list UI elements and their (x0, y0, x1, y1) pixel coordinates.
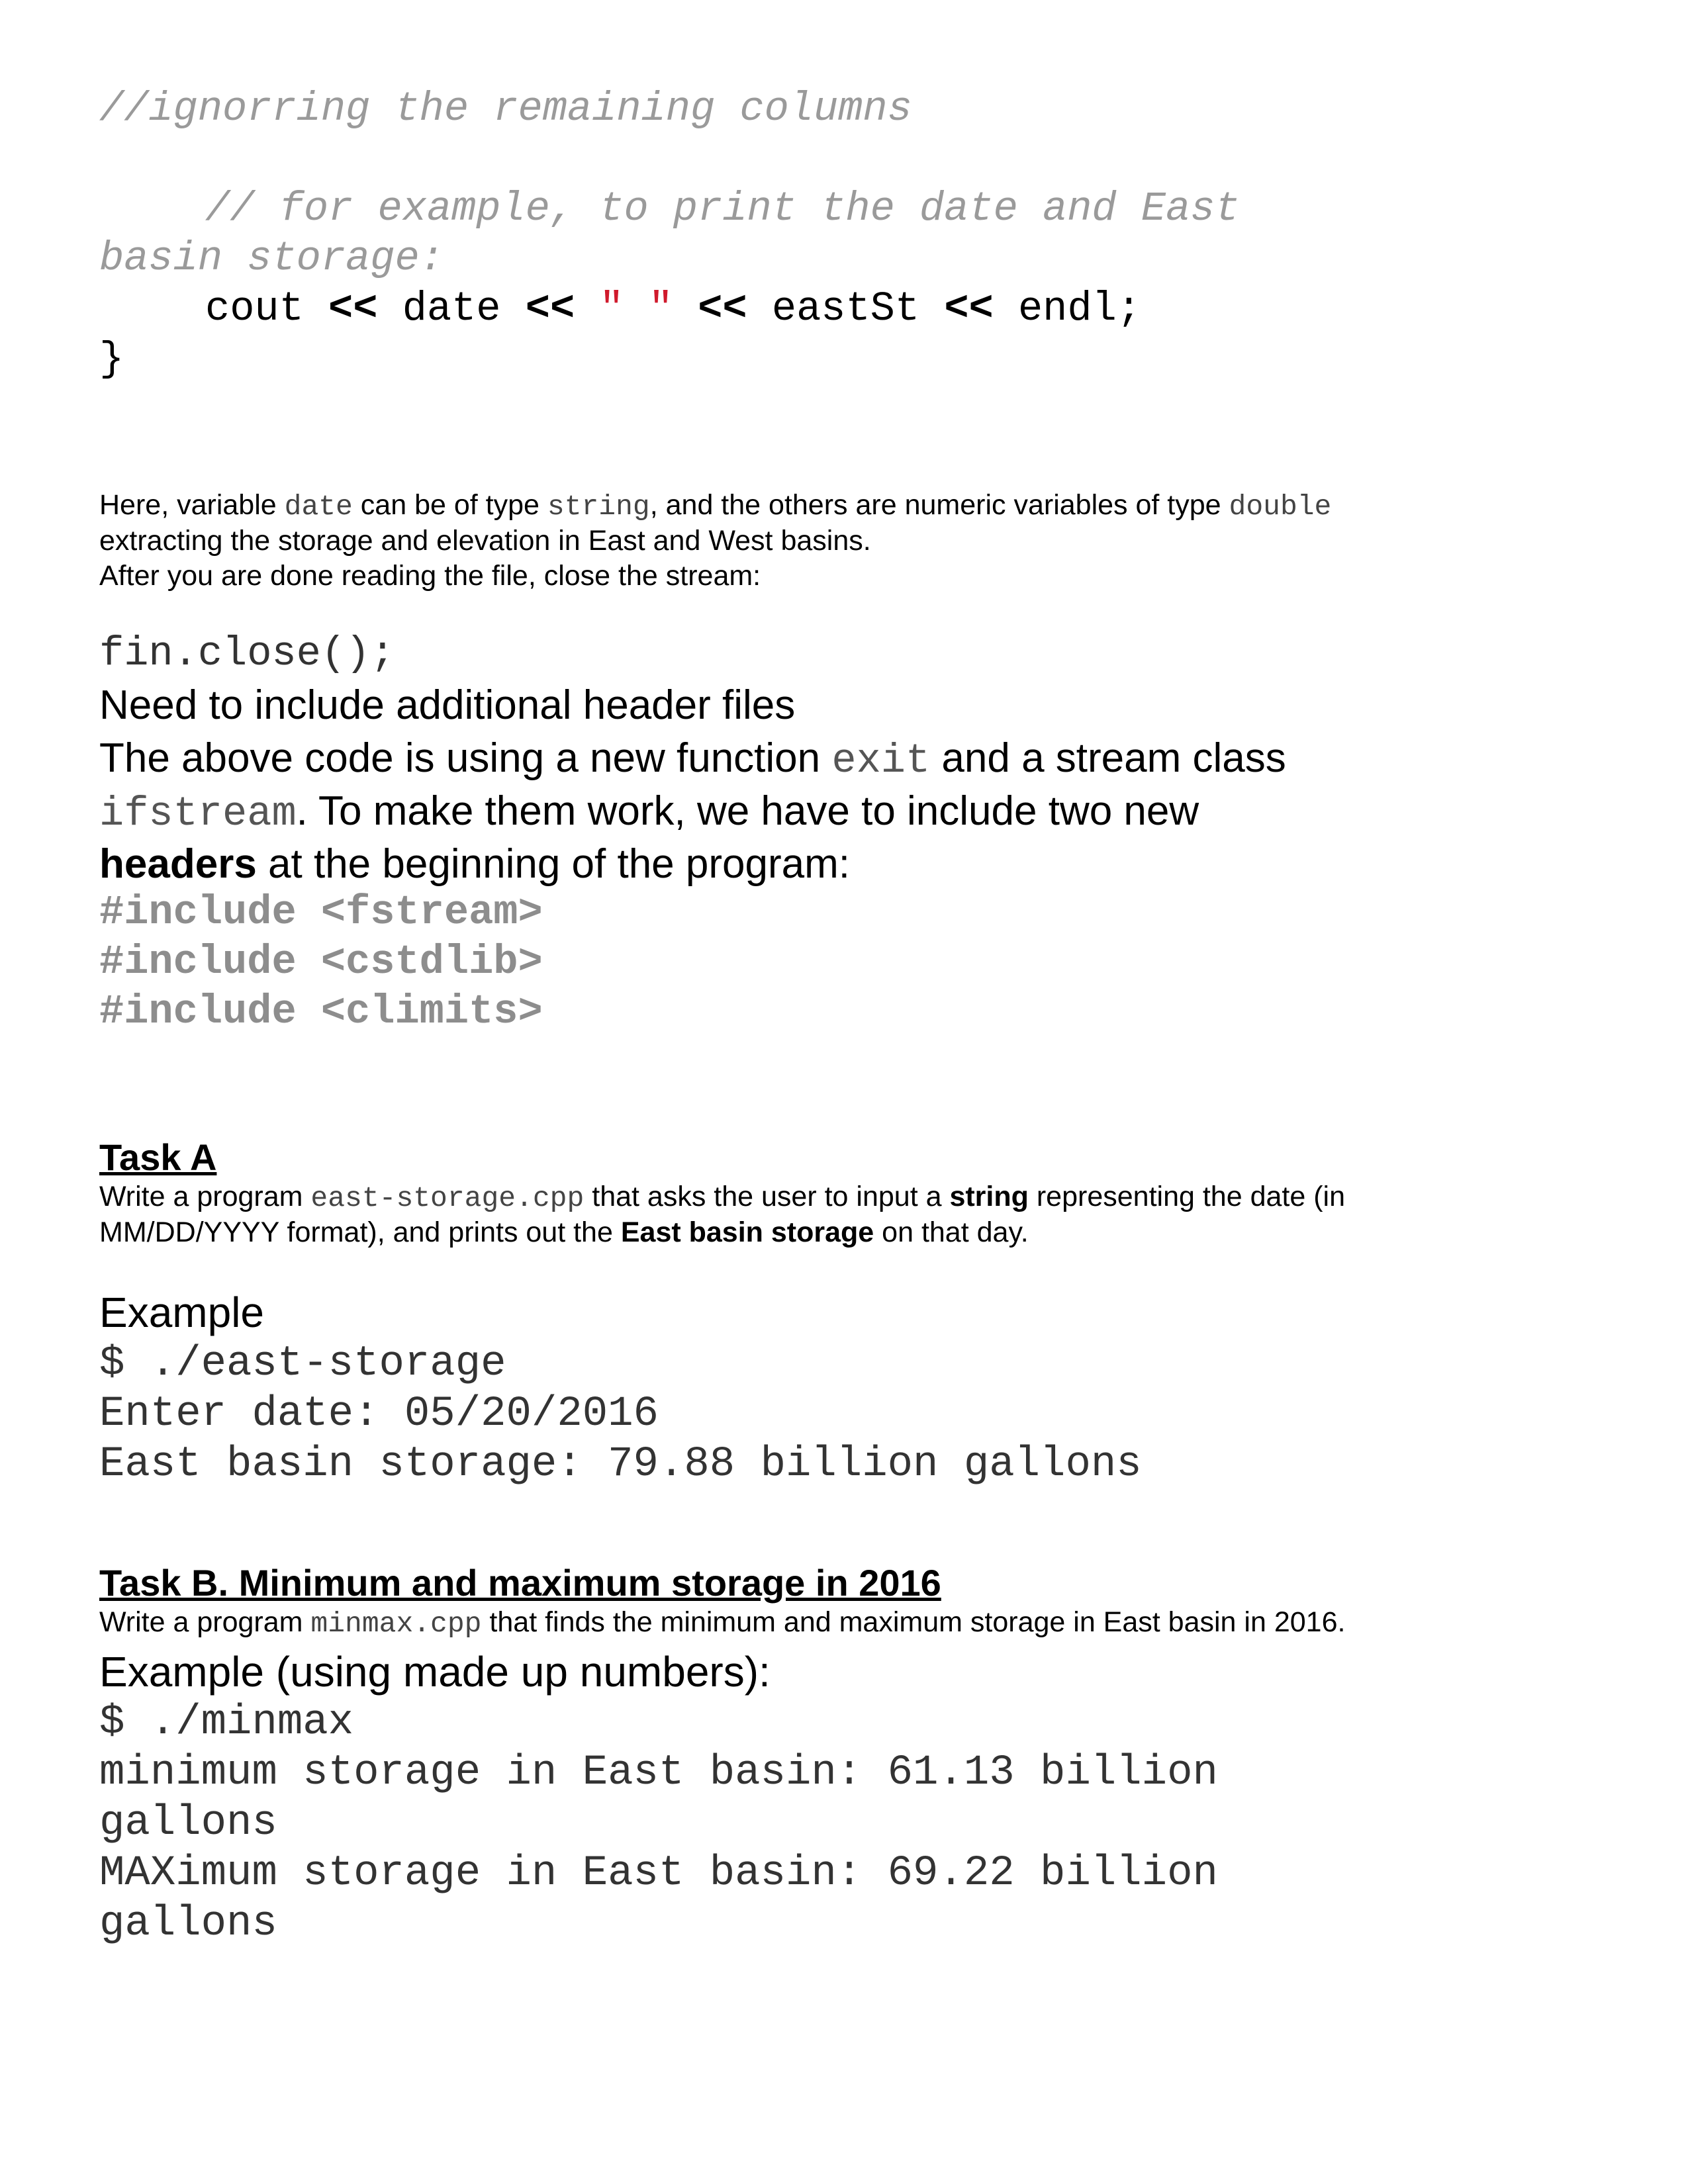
para-extracting-storage: extracting the storage and elevation in East and West basins. (99, 525, 871, 557)
inline-code-date: date (284, 490, 353, 523)
code-eastst-var: eastSt (771, 285, 920, 332)
inline-code-ifstream: ifstream (99, 790, 297, 837)
code-comment-example-line1: // for example, to print the date and East (205, 185, 1240, 232)
para-close-stream: After you are done reading the file, close the stream: (99, 560, 761, 592)
inline-code-east-storage-cpp: east-storage.cpp (310, 1182, 585, 1214)
task-a-example-line2: Enter date: 05/20/2016 (99, 1390, 659, 1438)
task-a-bold-string: string (949, 1181, 1029, 1212)
code-stream-operator: << (944, 285, 994, 332)
code-endl-keyword: endl; (1017, 285, 1141, 332)
code-date-var: date (402, 285, 501, 332)
headers-para-line3: headers at the beginning of the program: (99, 841, 850, 887)
headers-para-line1: The above code is using a new function exit and a stream class (99, 735, 1286, 784)
code-cout-keyword: cout (205, 285, 304, 332)
task-b-example-line4: MAXimum storage in East basin: 69.22 billion (99, 1850, 1218, 1897)
task-b-example-line5: gallons (99, 1900, 277, 1948)
code-comment-ignoring: //ignorring the remaining columns (99, 85, 912, 132)
task-b-desc: Write a program minmax.cpp that finds the minimum and maximum storage in East basin in 2016. (99, 1606, 1346, 1640)
inline-code-string: string (547, 490, 650, 523)
include-cstdlib: #include <cstdlib> (99, 938, 543, 985)
headers-section-title: Need to include additional header files (99, 682, 796, 728)
code-space-literal: " " (599, 285, 673, 332)
code-fin-close: fin.close(); (99, 630, 395, 677)
code-stream-operator: << (698, 285, 747, 332)
include-climits: #include <climits> (99, 988, 543, 1035)
task-a-desc-line1: Write a program east-storage.cpp that asks the user to input a string representing the date (in (99, 1181, 1345, 1214)
inline-code-minmax-cpp: minmax.cpp (310, 1608, 482, 1640)
task-a-bold-east-basin-storage: East basin storage (620, 1216, 874, 1248)
task-a-example-line1: $ ./east-storage (99, 1340, 506, 1388)
task-b-example-line3: gallons (99, 1799, 277, 1847)
para-variable-types: Here, variable date can be of type string, and the others are numeric variables of type double (99, 489, 1332, 523)
task-a-desc-line2: MM/DD/YYYY format), and prints out the East basin storage on that day. (99, 1216, 1029, 1248)
headers-para-line2: ifstream. To make them work, we have to include two new (99, 788, 1199, 837)
task-b-example-line1: $ ./minmax (99, 1699, 354, 1747)
inline-code-double: double (1229, 490, 1332, 523)
code-stream-operator: << (328, 285, 378, 332)
task-a-example-label: Example (99, 1289, 264, 1336)
headers-bold-word: headers (99, 841, 257, 887)
code-comment-example-line2: basin storage: (99, 235, 444, 282)
code-closing-brace: } (99, 336, 124, 383)
task-b-example-label: Example (using made up numbers): (99, 1648, 771, 1696)
task-b-heading: Task B. Minimum and maximum storage in 2016 (99, 1562, 941, 1604)
code-stream-operator: << (525, 285, 575, 332)
include-fstream: #include <fstream> (99, 889, 543, 936)
task-b-example-line2: minimum storage in East basin: 61.13 billion (99, 1749, 1218, 1797)
code-cout-line (205, 285, 1141, 334)
inline-code-exit: exit (831, 737, 931, 784)
task-a-heading: Task A (99, 1136, 217, 1178)
task-a-example-line3: East basin storage: 79.88 billion gallons (99, 1441, 1142, 1488)
